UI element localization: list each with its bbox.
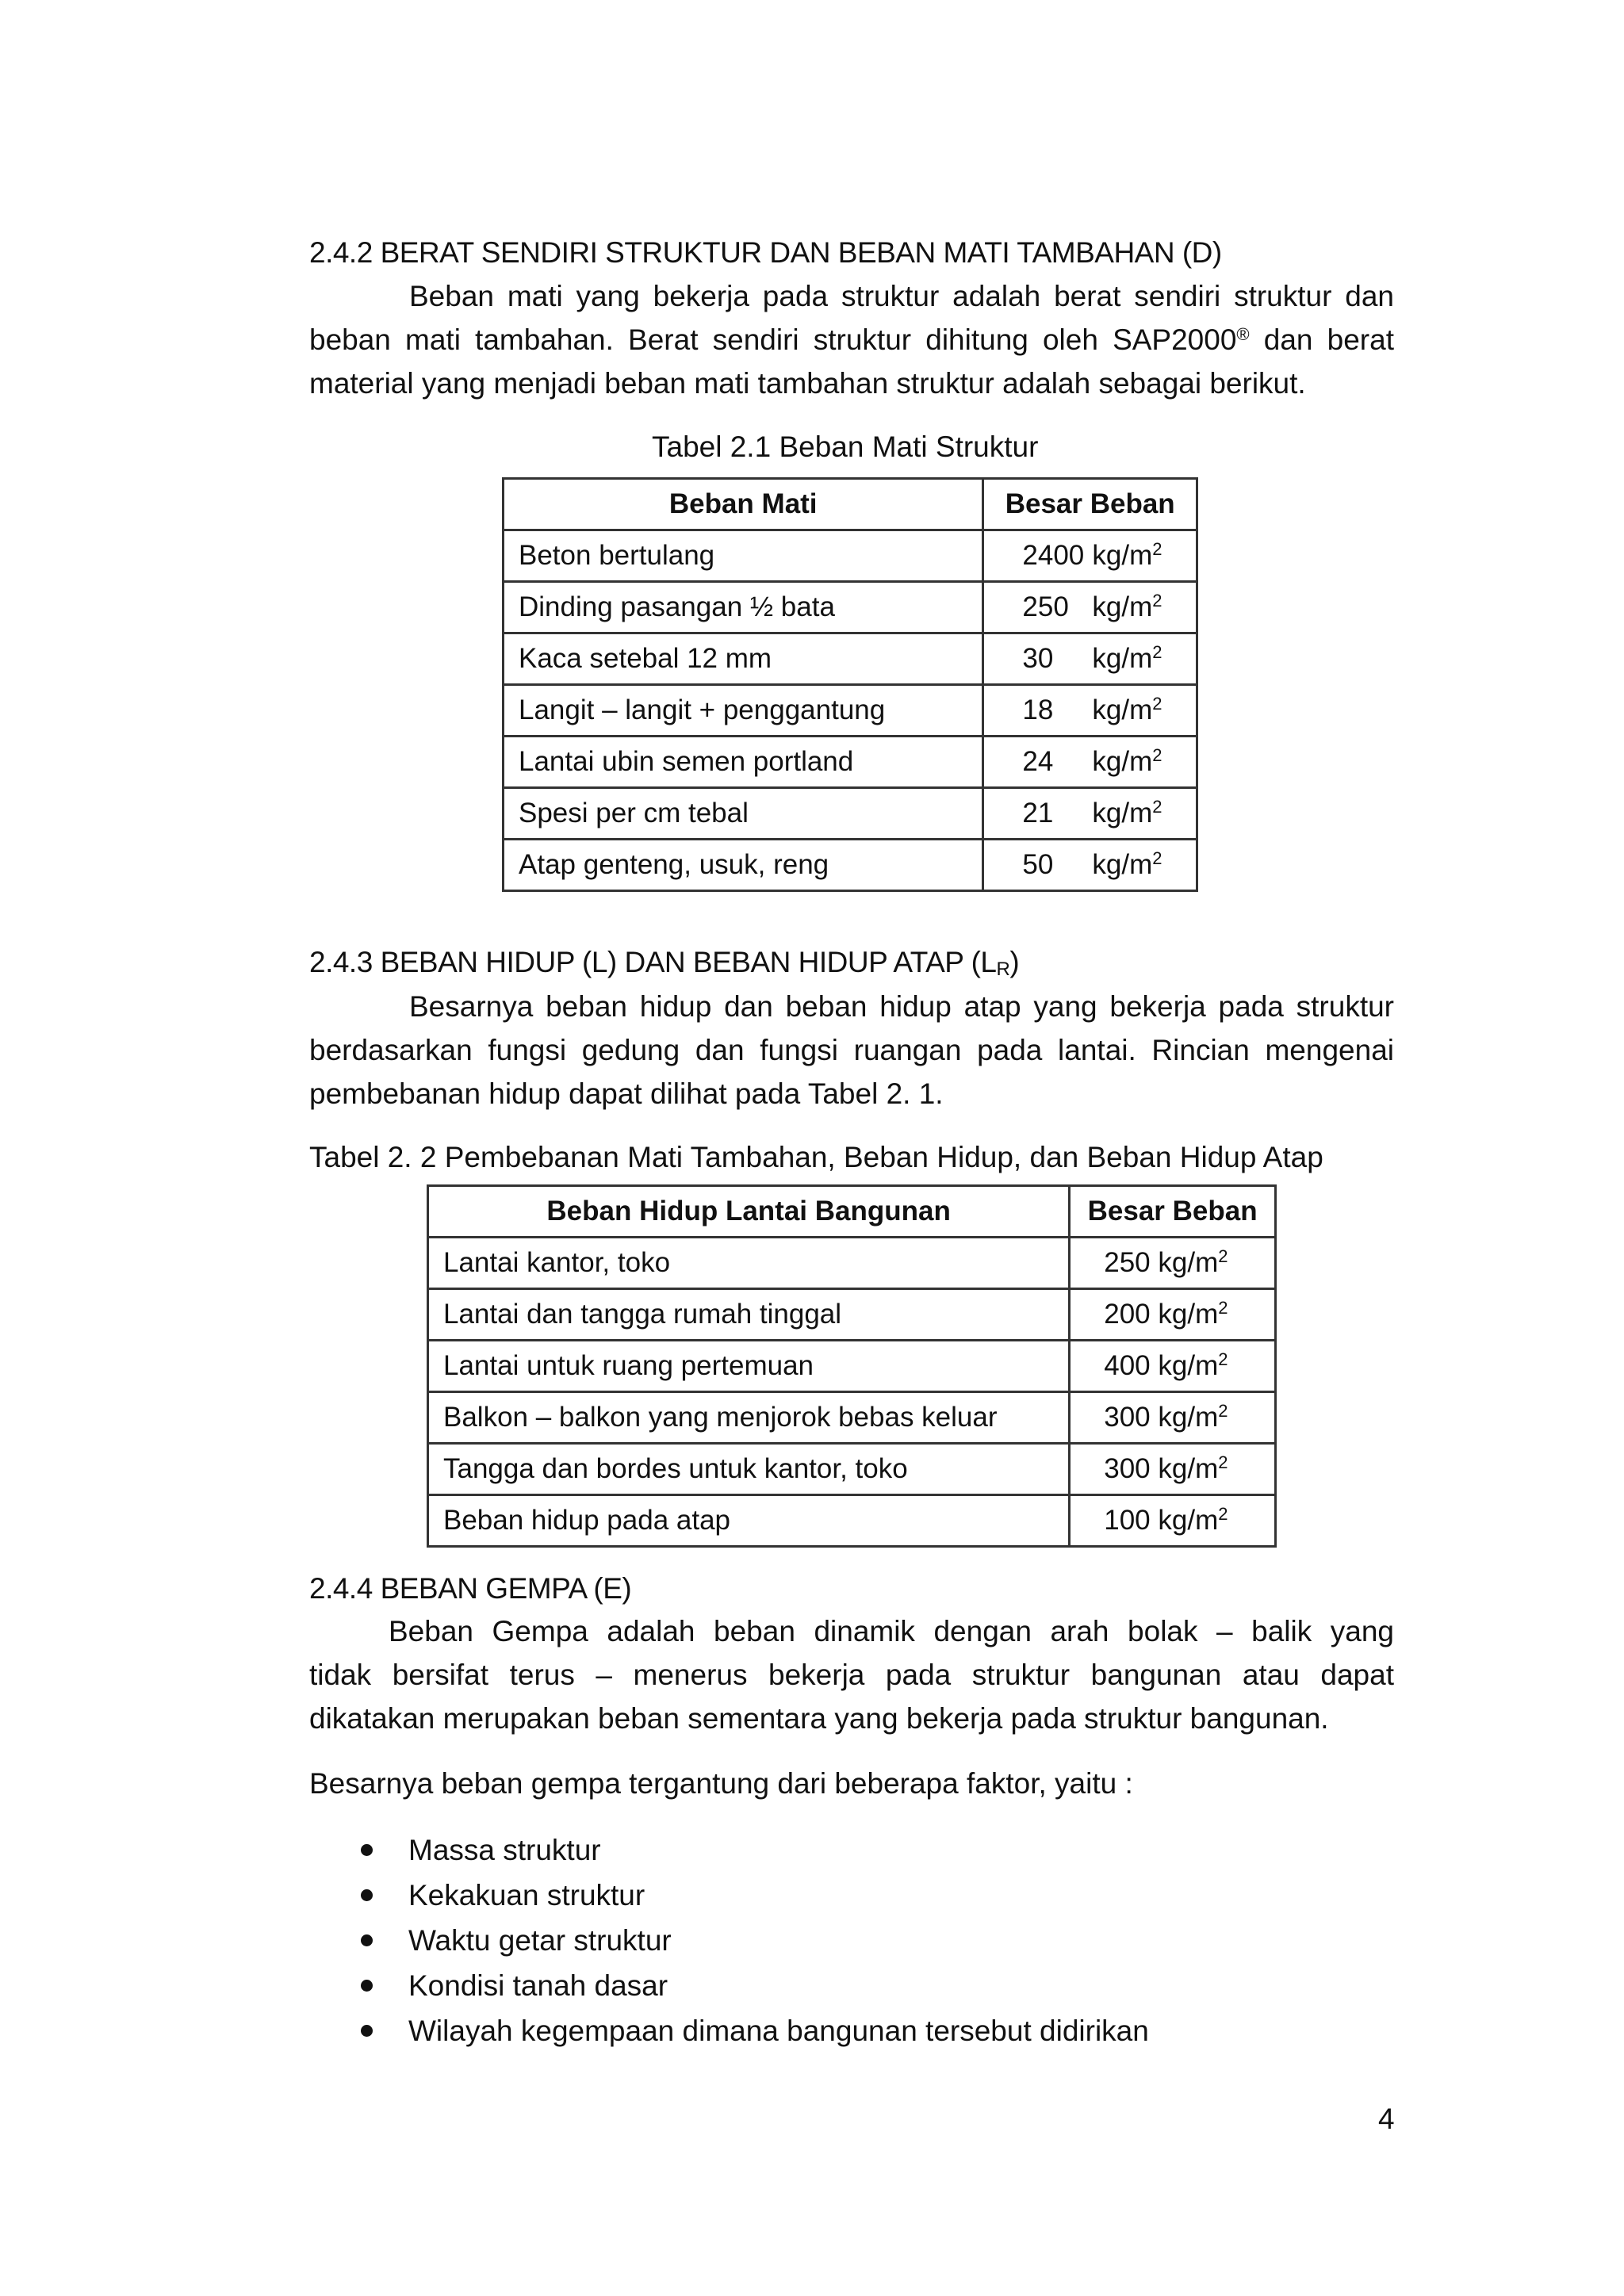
paragraph-line: Besarnya beban hidup dan beban hidup atap yang bekerja pada struktur <box>409 990 1394 1023</box>
table-header-row <box>428 1186 1276 1238</box>
table-row <box>428 1289 1276 1341</box>
load-value-cell <box>983 582 1197 633</box>
load-unit: kg/m <box>1092 540 1153 571</box>
paragraph-line: beban mati tambahan. Berat sendiri struktur dihitung oleh SAP2000® dan berat <box>309 323 1394 356</box>
section-heading-242: 2.4.2 BERAT SENDIRI STRUKTUR DAN BEBAN MATI TAMBAHAN (D) <box>309 236 1222 269</box>
load-value: 200 <box>1104 1299 1151 1330</box>
load-unit: kg/m <box>1092 591 1153 622</box>
page-number: 4 <box>1378 2103 1395 2135</box>
table-row <box>504 685 1197 737</box>
table-beban-mati <box>502 477 1198 892</box>
table-beban-hidup <box>427 1184 1277 1548</box>
load-name-cell: Kaca setebal 12 mm <box>504 633 983 685</box>
load-value: 250 <box>1104 1247 1151 1278</box>
section-heading-243: 2.4.3 BEBAN HIDUP (L) DAN BEBAN HIDUP ATAP $(L_R)$ <box>309 946 1020 980</box>
load-name-cell: Spesi per cm tebal <box>504 788 983 840</box>
load-value-cell <box>983 685 1197 737</box>
load-value: 24 <box>1022 746 1054 777</box>
load-unit: kg/m <box>1150 1350 1219 1381</box>
load-value: 30 <box>1022 643 1054 674</box>
table-row <box>504 530 1197 582</box>
bullet-icon <box>361 2025 373 2037</box>
paragraph-line: Beban Gempa adalah beban dinamik dengan arah bolak – balik yang <box>389 1615 1394 1647</box>
load-value-cell <box>1070 1392 1276 1444</box>
table1-caption: Tabel 2.1 Beban Mati Struktur <box>652 430 1039 463</box>
load-name-cell: Lantai ubin semen portland <box>504 737 983 788</box>
load-value-cell <box>1070 1289 1276 1341</box>
load-name-cell: Lantai untuk ruang pertemuan <box>428 1341 1070 1392</box>
load-name-cell: Atap genteng, usuk, reng <box>504 840 983 891</box>
table-row <box>504 582 1197 633</box>
load-unit: kg/m <box>1150 1247 1219 1278</box>
load-value-cell <box>983 737 1197 788</box>
load-unit: kg/m <box>1150 1453 1219 1484</box>
paragraph-243 <box>309 985 1394 1115</box>
paragraph-line: Beban mati yang bekerja pada struktur adalah berat sendiri struktur dan <box>409 280 1394 312</box>
paragraph-line: berdasarkan fungsi gedung dan fungsi ruangan pada lantai. Rincian mengenai <box>309 1034 1394 1066</box>
load-value: 21 <box>1022 798 1054 828</box>
list-item: Massa struktur <box>361 1827 1149 1873</box>
load-value: 300 <box>1104 1453 1151 1484</box>
unit-exponent: 2 <box>1218 1246 1228 1266</box>
table-header-cell: Besar Beban <box>983 479 1197 530</box>
table-row <box>428 1238 1276 1289</box>
load-value-cell <box>1070 1495 1276 1547</box>
unit-exponent: 2 <box>1152 694 1162 714</box>
unit-exponent: 2 <box>1152 539 1162 559</box>
load-name-cell: Lantai dan tangga rumah tinggal <box>428 1289 1070 1341</box>
table-row <box>428 1444 1276 1495</box>
unit-exponent: 2 <box>1218 1452 1228 1472</box>
table-row <box>504 840 1197 891</box>
table-row <box>428 1392 1276 1444</box>
paragraph-line: tidak bersifat terus – menerus bekerja pada struktur bangunan atau dapat <box>309 1659 1394 1691</box>
list-item: Wilayah kegempaan dimana bangunan tersebut didirikan <box>361 2008 1149 2053</box>
table2-caption: Tabel 2. 2 Pembebanan Mati Tambahan, Beban Hidup, dan Beban Hidup Atap <box>309 1141 1323 1173</box>
table-row <box>504 788 1197 840</box>
load-value-cell <box>983 530 1197 582</box>
bullet-icon <box>361 1844 373 1856</box>
load-value-cell <box>1070 1444 1276 1495</box>
factor-list <box>361 1827 1149 2053</box>
load-unit: kg/m <box>1092 695 1153 725</box>
load-unit: kg/m <box>1150 1299 1219 1330</box>
paragraph-line: material yang menjadi beban mati tambahan struktur adalah sebagai berikut. <box>309 367 1306 400</box>
list-item: Kekakuan struktur <box>361 1873 1149 1918</box>
unit-exponent: 2 <box>1152 848 1162 868</box>
load-unit: kg/m <box>1092 746 1153 777</box>
table-row <box>504 737 1197 788</box>
load-value: 300 <box>1104 1402 1151 1433</box>
section-heading-244: 2.4.4 BEBAN GEMPA (E) <box>309 1572 632 1605</box>
unit-exponent: 2 <box>1218 1504 1228 1524</box>
table-header-row <box>504 479 1197 530</box>
load-value: 250 <box>1022 591 1069 622</box>
table-header-cell: Beban Hidup Lantai Bangunan <box>428 1186 1070 1238</box>
load-value-cell <box>1070 1341 1276 1392</box>
list-item: Kondisi tanah dasar <box>361 1963 1149 2008</box>
bullet-icon <box>361 1934 373 1946</box>
load-unit: kg/m <box>1092 643 1153 674</box>
bullet-icon <box>361 1980 373 1992</box>
unit-exponent: 2 <box>1152 797 1162 817</box>
load-unit: kg/m <box>1150 1505 1219 1536</box>
list-item: Waktu getar struktur <box>361 1918 1149 1963</box>
bullet-icon <box>361 1889 373 1901</box>
load-unit: kg/m <box>1092 849 1153 880</box>
table-header-cell: Besar Beban <box>1070 1186 1276 1238</box>
unit-exponent: 2 <box>1152 642 1162 662</box>
paragraph-242 <box>309 274 1394 405</box>
table-row <box>428 1341 1276 1392</box>
load-name-cell: Beban hidup pada atap <box>428 1495 1070 1547</box>
load-value: 18 <box>1022 695 1054 725</box>
paragraph-line: dikatakan merupakan beban sementara yang bekerja pada struktur bangunan. <box>309 1702 1329 1735</box>
table-row <box>504 633 1197 685</box>
load-unit: kg/m <box>1092 798 1153 828</box>
table-row <box>428 1495 1276 1547</box>
unit-exponent: 2 <box>1152 591 1162 610</box>
load-value-cell <box>983 788 1197 840</box>
load-name-cell: Balkon – balkon yang menjorok bebas keluar <box>428 1392 1070 1444</box>
load-value-cell <box>983 633 1197 685</box>
load-name-cell: Beton bertulang <box>504 530 983 582</box>
load-value: 50 <box>1022 849 1054 880</box>
paragraph-244 <box>309 1609 1394 1740</box>
unit-exponent: 2 <box>1218 1349 1228 1369</box>
load-name-cell: Lantai kantor, toko <box>428 1238 1070 1289</box>
load-value: 2400 <box>1022 540 1085 571</box>
load-value-cell <box>983 840 1197 891</box>
load-value: 100 <box>1104 1505 1151 1536</box>
unit-exponent: 2 <box>1218 1298 1228 1318</box>
table-header-cell: Beban Mati <box>504 479 983 530</box>
factors-intro: Besarnya beban gempa tergantung dari beberapa faktor, yaitu : <box>309 1767 1133 1800</box>
load-name-cell: Dinding pasangan ½ bata <box>504 582 983 633</box>
load-name-cell: Langit – langit + penggantung <box>504 685 983 737</box>
load-name-cell: Tangga dan bordes untuk kantor, toko <box>428 1444 1070 1495</box>
load-value-cell <box>1070 1238 1276 1289</box>
load-value: 400 <box>1104 1350 1151 1381</box>
paragraph-line: pembebanan hidup dapat dilihat pada Tabel 2. 1. <box>309 1077 944 1110</box>
load-unit: kg/m <box>1150 1402 1219 1433</box>
registered-mark: ® <box>1236 324 1250 344</box>
unit-exponent: 2 <box>1218 1401 1228 1421</box>
unit-exponent: 2 <box>1152 745 1162 765</box>
